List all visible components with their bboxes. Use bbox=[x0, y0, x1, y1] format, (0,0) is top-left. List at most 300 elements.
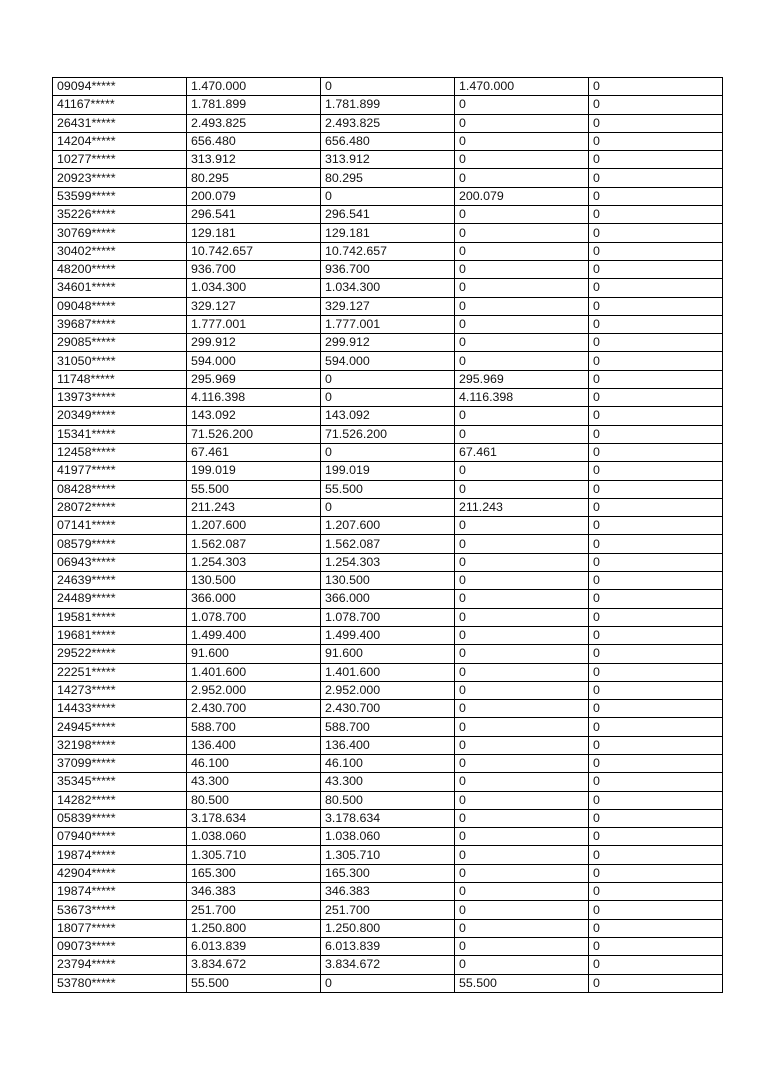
col5-cell: 0 bbox=[589, 151, 723, 169]
col3-cell: 1.562.087 bbox=[321, 535, 455, 553]
col5-cell: 0 bbox=[589, 407, 723, 425]
col5-cell: 0 bbox=[589, 590, 723, 608]
col4-cell: 0 bbox=[455, 517, 589, 535]
col3-cell: 80.500 bbox=[321, 791, 455, 809]
col4-cell: 295.969 bbox=[455, 370, 589, 388]
col5-cell: 0 bbox=[589, 974, 723, 992]
table-row bbox=[53, 480, 723, 498]
col4-cell: 0 bbox=[455, 169, 589, 187]
table-row bbox=[53, 187, 723, 205]
table-row bbox=[53, 956, 723, 974]
table-row bbox=[53, 169, 723, 187]
col3-cell: 129.181 bbox=[321, 224, 455, 242]
col4-cell: 0 bbox=[455, 700, 589, 718]
id-cell: 15341***** bbox=[53, 425, 187, 443]
amount-cell: 129.181 bbox=[187, 224, 321, 242]
col3-cell: 588.700 bbox=[321, 718, 455, 736]
amount-cell: 165.300 bbox=[187, 864, 321, 882]
table-row bbox=[53, 700, 723, 718]
amount-cell: 71.526.200 bbox=[187, 425, 321, 443]
table-row bbox=[53, 590, 723, 608]
amount-cell: 43.300 bbox=[187, 773, 321, 791]
amount-cell: 3.834.672 bbox=[187, 956, 321, 974]
table-row bbox=[53, 608, 723, 626]
table-row bbox=[53, 151, 723, 169]
table-row bbox=[53, 645, 723, 663]
col5-cell: 0 bbox=[589, 279, 723, 297]
col4-cell: 200.079 bbox=[455, 187, 589, 205]
col3-cell: 0 bbox=[321, 498, 455, 516]
col5-cell: 0 bbox=[589, 370, 723, 388]
col4-cell: 0 bbox=[455, 773, 589, 791]
amount-cell: 366.000 bbox=[187, 590, 321, 608]
col3-cell: 199.019 bbox=[321, 462, 455, 480]
id-cell: 26431***** bbox=[53, 114, 187, 132]
col3-cell: 346.383 bbox=[321, 883, 455, 901]
id-cell: 31050***** bbox=[53, 352, 187, 370]
table-row bbox=[53, 462, 723, 480]
col3-cell: 80.295 bbox=[321, 169, 455, 187]
table-row bbox=[53, 224, 723, 242]
col5-cell: 0 bbox=[589, 846, 723, 864]
id-cell: 24945***** bbox=[53, 718, 187, 736]
amount-cell: 80.500 bbox=[187, 791, 321, 809]
id-cell: 35345***** bbox=[53, 773, 187, 791]
col5-cell: 0 bbox=[589, 443, 723, 461]
col3-cell: 366.000 bbox=[321, 590, 455, 608]
col4-cell: 0 bbox=[455, 590, 589, 608]
col4-cell: 0 bbox=[455, 681, 589, 699]
amount-cell: 1.254.303 bbox=[187, 553, 321, 571]
col4-cell: 0 bbox=[455, 279, 589, 297]
col5-cell: 0 bbox=[589, 608, 723, 626]
amount-cell: 1.777.001 bbox=[187, 315, 321, 333]
amount-cell: 296.541 bbox=[187, 206, 321, 224]
col4-cell: 0 bbox=[455, 224, 589, 242]
id-cell: 37099***** bbox=[53, 754, 187, 772]
col4-cell: 0 bbox=[455, 919, 589, 937]
id-cell: 19874***** bbox=[53, 883, 187, 901]
id-cell: 20923***** bbox=[53, 169, 187, 187]
amount-cell: 2.952.000 bbox=[187, 681, 321, 699]
table-row bbox=[53, 736, 723, 754]
col3-cell: 10.742.657 bbox=[321, 242, 455, 260]
table-row bbox=[53, 974, 723, 992]
table-row bbox=[53, 78, 723, 96]
col4-cell: 0 bbox=[455, 846, 589, 864]
amount-cell: 143.092 bbox=[187, 407, 321, 425]
col3-cell: 1.207.600 bbox=[321, 517, 455, 535]
col3-cell: 2.430.700 bbox=[321, 700, 455, 718]
amount-cell: 211.243 bbox=[187, 498, 321, 516]
amount-cell: 200.079 bbox=[187, 187, 321, 205]
id-cell: 19874***** bbox=[53, 846, 187, 864]
id-cell: 42904***** bbox=[53, 864, 187, 882]
col3-cell: 71.526.200 bbox=[321, 425, 455, 443]
col3-cell: 936.700 bbox=[321, 260, 455, 278]
id-cell: 14273***** bbox=[53, 681, 187, 699]
col5-cell: 0 bbox=[589, 718, 723, 736]
col4-cell: 0 bbox=[455, 260, 589, 278]
col3-cell: 1.254.303 bbox=[321, 553, 455, 571]
amount-cell: 55.500 bbox=[187, 480, 321, 498]
col3-cell: 299.912 bbox=[321, 334, 455, 352]
col4-cell: 4.116.398 bbox=[455, 389, 589, 407]
col4-cell: 67.461 bbox=[455, 443, 589, 461]
col5-cell: 0 bbox=[589, 919, 723, 937]
col5-cell: 0 bbox=[589, 206, 723, 224]
table-row bbox=[53, 535, 723, 553]
col4-cell: 0 bbox=[455, 151, 589, 169]
table-row bbox=[53, 206, 723, 224]
id-cell: 07940***** bbox=[53, 828, 187, 846]
col4-cell: 0 bbox=[455, 535, 589, 553]
col5-cell: 0 bbox=[589, 480, 723, 498]
table-row bbox=[53, 370, 723, 388]
col3-cell: 0 bbox=[321, 78, 455, 96]
col3-cell: 313.912 bbox=[321, 151, 455, 169]
col4-cell: 211.243 bbox=[455, 498, 589, 516]
col3-cell: 3.178.634 bbox=[321, 809, 455, 827]
col4-cell: 0 bbox=[455, 883, 589, 901]
col5-cell: 0 bbox=[589, 773, 723, 791]
id-cell: 29522***** bbox=[53, 645, 187, 663]
col3-cell: 2.952.000 bbox=[321, 681, 455, 699]
id-cell: 48200***** bbox=[53, 260, 187, 278]
table-row bbox=[53, 443, 723, 461]
amount-cell: 936.700 bbox=[187, 260, 321, 278]
col5-cell: 0 bbox=[589, 937, 723, 955]
col4-cell: 0 bbox=[455, 608, 589, 626]
amount-cell: 91.600 bbox=[187, 645, 321, 663]
col5-cell: 0 bbox=[589, 883, 723, 901]
id-cell: 34601***** bbox=[53, 279, 187, 297]
id-cell: 11748***** bbox=[53, 370, 187, 388]
col4-cell: 0 bbox=[455, 645, 589, 663]
col5-cell: 0 bbox=[589, 425, 723, 443]
id-cell: 09094***** bbox=[53, 78, 187, 96]
id-cell: 30402***** bbox=[53, 242, 187, 260]
table-row bbox=[53, 407, 723, 425]
table-row bbox=[53, 279, 723, 297]
col4-cell: 0 bbox=[455, 352, 589, 370]
col5-cell: 0 bbox=[589, 242, 723, 260]
col4-cell: 0 bbox=[455, 462, 589, 480]
col5-cell: 0 bbox=[589, 809, 723, 827]
amount-cell: 588.700 bbox=[187, 718, 321, 736]
table-row bbox=[53, 846, 723, 864]
table-row bbox=[53, 498, 723, 516]
amount-cell: 329.127 bbox=[187, 297, 321, 315]
col3-cell: 143.092 bbox=[321, 407, 455, 425]
col3-cell: 130.500 bbox=[321, 572, 455, 590]
id-cell: 41977***** bbox=[53, 462, 187, 480]
table-row bbox=[53, 828, 723, 846]
col3-cell: 0 bbox=[321, 370, 455, 388]
table-row bbox=[53, 773, 723, 791]
id-cell: 14282***** bbox=[53, 791, 187, 809]
col4-cell: 1.470.000 bbox=[455, 78, 589, 96]
col5-cell: 0 bbox=[589, 681, 723, 699]
table-row bbox=[53, 352, 723, 370]
table-row bbox=[53, 791, 723, 809]
amount-cell: 1.781.899 bbox=[187, 96, 321, 114]
col3-cell: 296.541 bbox=[321, 206, 455, 224]
col5-cell: 0 bbox=[589, 791, 723, 809]
col5-cell: 0 bbox=[589, 114, 723, 132]
table-row bbox=[53, 626, 723, 644]
col4-cell: 0 bbox=[455, 663, 589, 681]
amount-cell: 1.401.600 bbox=[187, 663, 321, 681]
col3-cell: 136.400 bbox=[321, 736, 455, 754]
amount-cell: 594.000 bbox=[187, 352, 321, 370]
amount-cell: 1.078.700 bbox=[187, 608, 321, 626]
col3-cell: 1.777.001 bbox=[321, 315, 455, 333]
col5-cell: 0 bbox=[589, 352, 723, 370]
id-cell: 53599***** bbox=[53, 187, 187, 205]
col3-cell: 0 bbox=[321, 443, 455, 461]
id-cell: 07141***** bbox=[53, 517, 187, 535]
table-row bbox=[53, 517, 723, 535]
data-table bbox=[52, 77, 723, 993]
col4-cell: 0 bbox=[455, 626, 589, 644]
amount-cell: 1.034.300 bbox=[187, 279, 321, 297]
amount-cell: 313.912 bbox=[187, 151, 321, 169]
col3-cell: 91.600 bbox=[321, 645, 455, 663]
id-cell: 29085***** bbox=[53, 334, 187, 352]
amount-cell: 1.499.400 bbox=[187, 626, 321, 644]
col5-cell: 0 bbox=[589, 297, 723, 315]
table-row bbox=[53, 937, 723, 955]
id-cell: 10277***** bbox=[53, 151, 187, 169]
col5-cell: 0 bbox=[589, 132, 723, 150]
col3-cell: 1.038.060 bbox=[321, 828, 455, 846]
amount-cell: 656.480 bbox=[187, 132, 321, 150]
col5-cell: 0 bbox=[589, 572, 723, 590]
table-row bbox=[53, 883, 723, 901]
id-cell: 09048***** bbox=[53, 297, 187, 315]
table-row bbox=[53, 425, 723, 443]
id-cell: 18077***** bbox=[53, 919, 187, 937]
table-row bbox=[53, 297, 723, 315]
amount-cell: 199.019 bbox=[187, 462, 321, 480]
col4-cell: 0 bbox=[455, 864, 589, 882]
id-cell: 53673***** bbox=[53, 901, 187, 919]
id-cell: 14433***** bbox=[53, 700, 187, 718]
col5-cell: 0 bbox=[589, 517, 723, 535]
col5-cell: 0 bbox=[589, 663, 723, 681]
col4-cell: 0 bbox=[455, 114, 589, 132]
id-cell: 13973***** bbox=[53, 389, 187, 407]
col5-cell: 0 bbox=[589, 334, 723, 352]
table-row bbox=[53, 389, 723, 407]
col5-cell: 0 bbox=[589, 498, 723, 516]
col4-cell: 0 bbox=[455, 425, 589, 443]
col5-cell: 0 bbox=[589, 169, 723, 187]
col3-cell: 594.000 bbox=[321, 352, 455, 370]
col4-cell: 0 bbox=[455, 480, 589, 498]
col3-cell: 1.781.899 bbox=[321, 96, 455, 114]
table-row bbox=[53, 754, 723, 772]
col5-cell: 0 bbox=[589, 187, 723, 205]
col4-cell: 0 bbox=[455, 96, 589, 114]
col5-cell: 0 bbox=[589, 864, 723, 882]
amount-cell: 55.500 bbox=[187, 974, 321, 992]
table-body bbox=[53, 78, 723, 993]
col4-cell: 55.500 bbox=[455, 974, 589, 992]
col4-cell: 0 bbox=[455, 956, 589, 974]
col3-cell: 656.480 bbox=[321, 132, 455, 150]
col4-cell: 0 bbox=[455, 206, 589, 224]
col5-cell: 0 bbox=[589, 260, 723, 278]
amount-cell: 1.470.000 bbox=[187, 78, 321, 96]
id-cell: 41167***** bbox=[53, 96, 187, 114]
col5-cell: 0 bbox=[589, 956, 723, 974]
col5-cell: 0 bbox=[589, 78, 723, 96]
col4-cell: 0 bbox=[455, 718, 589, 736]
table-row bbox=[53, 864, 723, 882]
amount-cell: 251.700 bbox=[187, 901, 321, 919]
table-row bbox=[53, 901, 723, 919]
col3-cell: 55.500 bbox=[321, 480, 455, 498]
amount-cell: 80.295 bbox=[187, 169, 321, 187]
col5-cell: 0 bbox=[589, 315, 723, 333]
col5-cell: 0 bbox=[589, 462, 723, 480]
col3-cell: 1.305.710 bbox=[321, 846, 455, 864]
col5-cell: 0 bbox=[589, 828, 723, 846]
col3-cell: 329.127 bbox=[321, 297, 455, 315]
amount-cell: 67.461 bbox=[187, 443, 321, 461]
id-cell: 30769***** bbox=[53, 224, 187, 242]
col3-cell: 43.300 bbox=[321, 773, 455, 791]
col4-cell: 0 bbox=[455, 132, 589, 150]
amount-cell: 346.383 bbox=[187, 883, 321, 901]
col5-cell: 0 bbox=[589, 224, 723, 242]
col4-cell: 0 bbox=[455, 791, 589, 809]
col4-cell: 0 bbox=[455, 315, 589, 333]
table-row bbox=[53, 132, 723, 150]
amount-cell: 1.038.060 bbox=[187, 828, 321, 846]
col3-cell: 46.100 bbox=[321, 754, 455, 772]
table-row bbox=[53, 718, 723, 736]
table-row bbox=[53, 242, 723, 260]
col3-cell: 3.834.672 bbox=[321, 956, 455, 974]
id-cell: 08428***** bbox=[53, 480, 187, 498]
amount-cell: 1.250.800 bbox=[187, 919, 321, 937]
col5-cell: 0 bbox=[589, 736, 723, 754]
table-row bbox=[53, 334, 723, 352]
amount-cell: 2.430.700 bbox=[187, 700, 321, 718]
table-row bbox=[53, 114, 723, 132]
col4-cell: 0 bbox=[455, 828, 589, 846]
col3-cell: 1.250.800 bbox=[321, 919, 455, 937]
col5-cell: 0 bbox=[589, 700, 723, 718]
id-cell: 24639***** bbox=[53, 572, 187, 590]
col3-cell: 1.499.400 bbox=[321, 626, 455, 644]
id-cell: 28072***** bbox=[53, 498, 187, 516]
col4-cell: 0 bbox=[455, 334, 589, 352]
col3-cell: 1.078.700 bbox=[321, 608, 455, 626]
col3-cell: 1.401.600 bbox=[321, 663, 455, 681]
col3-cell: 6.013.839 bbox=[321, 937, 455, 955]
table-row bbox=[53, 96, 723, 114]
col4-cell: 0 bbox=[455, 901, 589, 919]
col3-cell: 2.493.825 bbox=[321, 114, 455, 132]
col4-cell: 0 bbox=[455, 937, 589, 955]
table-row bbox=[53, 572, 723, 590]
col4-cell: 0 bbox=[455, 572, 589, 590]
table-row bbox=[53, 260, 723, 278]
id-cell: 39687***** bbox=[53, 315, 187, 333]
col5-cell: 0 bbox=[589, 901, 723, 919]
col5-cell: 0 bbox=[589, 389, 723, 407]
table-row bbox=[53, 553, 723, 571]
id-cell: 19581***** bbox=[53, 608, 187, 626]
id-cell: 08579***** bbox=[53, 535, 187, 553]
col5-cell: 0 bbox=[589, 645, 723, 663]
amount-cell: 1.207.600 bbox=[187, 517, 321, 535]
col5-cell: 0 bbox=[589, 754, 723, 772]
col4-cell: 0 bbox=[455, 407, 589, 425]
id-cell: 09073***** bbox=[53, 937, 187, 955]
id-cell: 32198***** bbox=[53, 736, 187, 754]
id-cell: 20349***** bbox=[53, 407, 187, 425]
amount-cell: 6.013.839 bbox=[187, 937, 321, 955]
col3-cell: 0 bbox=[321, 389, 455, 407]
col5-cell: 0 bbox=[589, 626, 723, 644]
amount-cell: 1.562.087 bbox=[187, 535, 321, 553]
table-row bbox=[53, 681, 723, 699]
amount-cell: 295.969 bbox=[187, 370, 321, 388]
amount-cell: 10.742.657 bbox=[187, 242, 321, 260]
table-row bbox=[53, 809, 723, 827]
amount-cell: 2.493.825 bbox=[187, 114, 321, 132]
col4-cell: 0 bbox=[455, 242, 589, 260]
amount-cell: 4.116.398 bbox=[187, 389, 321, 407]
amount-cell: 299.912 bbox=[187, 334, 321, 352]
amount-cell: 46.100 bbox=[187, 754, 321, 772]
id-cell: 22251***** bbox=[53, 663, 187, 681]
col5-cell: 0 bbox=[589, 553, 723, 571]
col4-cell: 0 bbox=[455, 809, 589, 827]
table-row bbox=[53, 919, 723, 937]
id-cell: 06943***** bbox=[53, 553, 187, 571]
id-cell: 12458***** bbox=[53, 443, 187, 461]
col3-cell: 0 bbox=[321, 187, 455, 205]
col5-cell: 0 bbox=[589, 96, 723, 114]
amount-cell: 3.178.634 bbox=[187, 809, 321, 827]
col4-cell: 0 bbox=[455, 553, 589, 571]
amount-cell: 1.305.710 bbox=[187, 846, 321, 864]
col4-cell: 0 bbox=[455, 736, 589, 754]
id-cell: 19681***** bbox=[53, 626, 187, 644]
id-cell: 14204***** bbox=[53, 132, 187, 150]
table-row bbox=[53, 663, 723, 681]
col3-cell: 1.034.300 bbox=[321, 279, 455, 297]
id-cell: 05839***** bbox=[53, 809, 187, 827]
col3-cell: 251.700 bbox=[321, 901, 455, 919]
id-cell: 23794***** bbox=[53, 956, 187, 974]
col4-cell: 0 bbox=[455, 297, 589, 315]
id-cell: 53780***** bbox=[53, 974, 187, 992]
id-cell: 24489***** bbox=[53, 590, 187, 608]
col5-cell: 0 bbox=[589, 535, 723, 553]
amount-cell: 130.500 bbox=[187, 572, 321, 590]
id-cell: 35226***** bbox=[53, 206, 187, 224]
table-row bbox=[53, 315, 723, 333]
amount-cell: 136.400 bbox=[187, 736, 321, 754]
col4-cell: 0 bbox=[455, 754, 589, 772]
